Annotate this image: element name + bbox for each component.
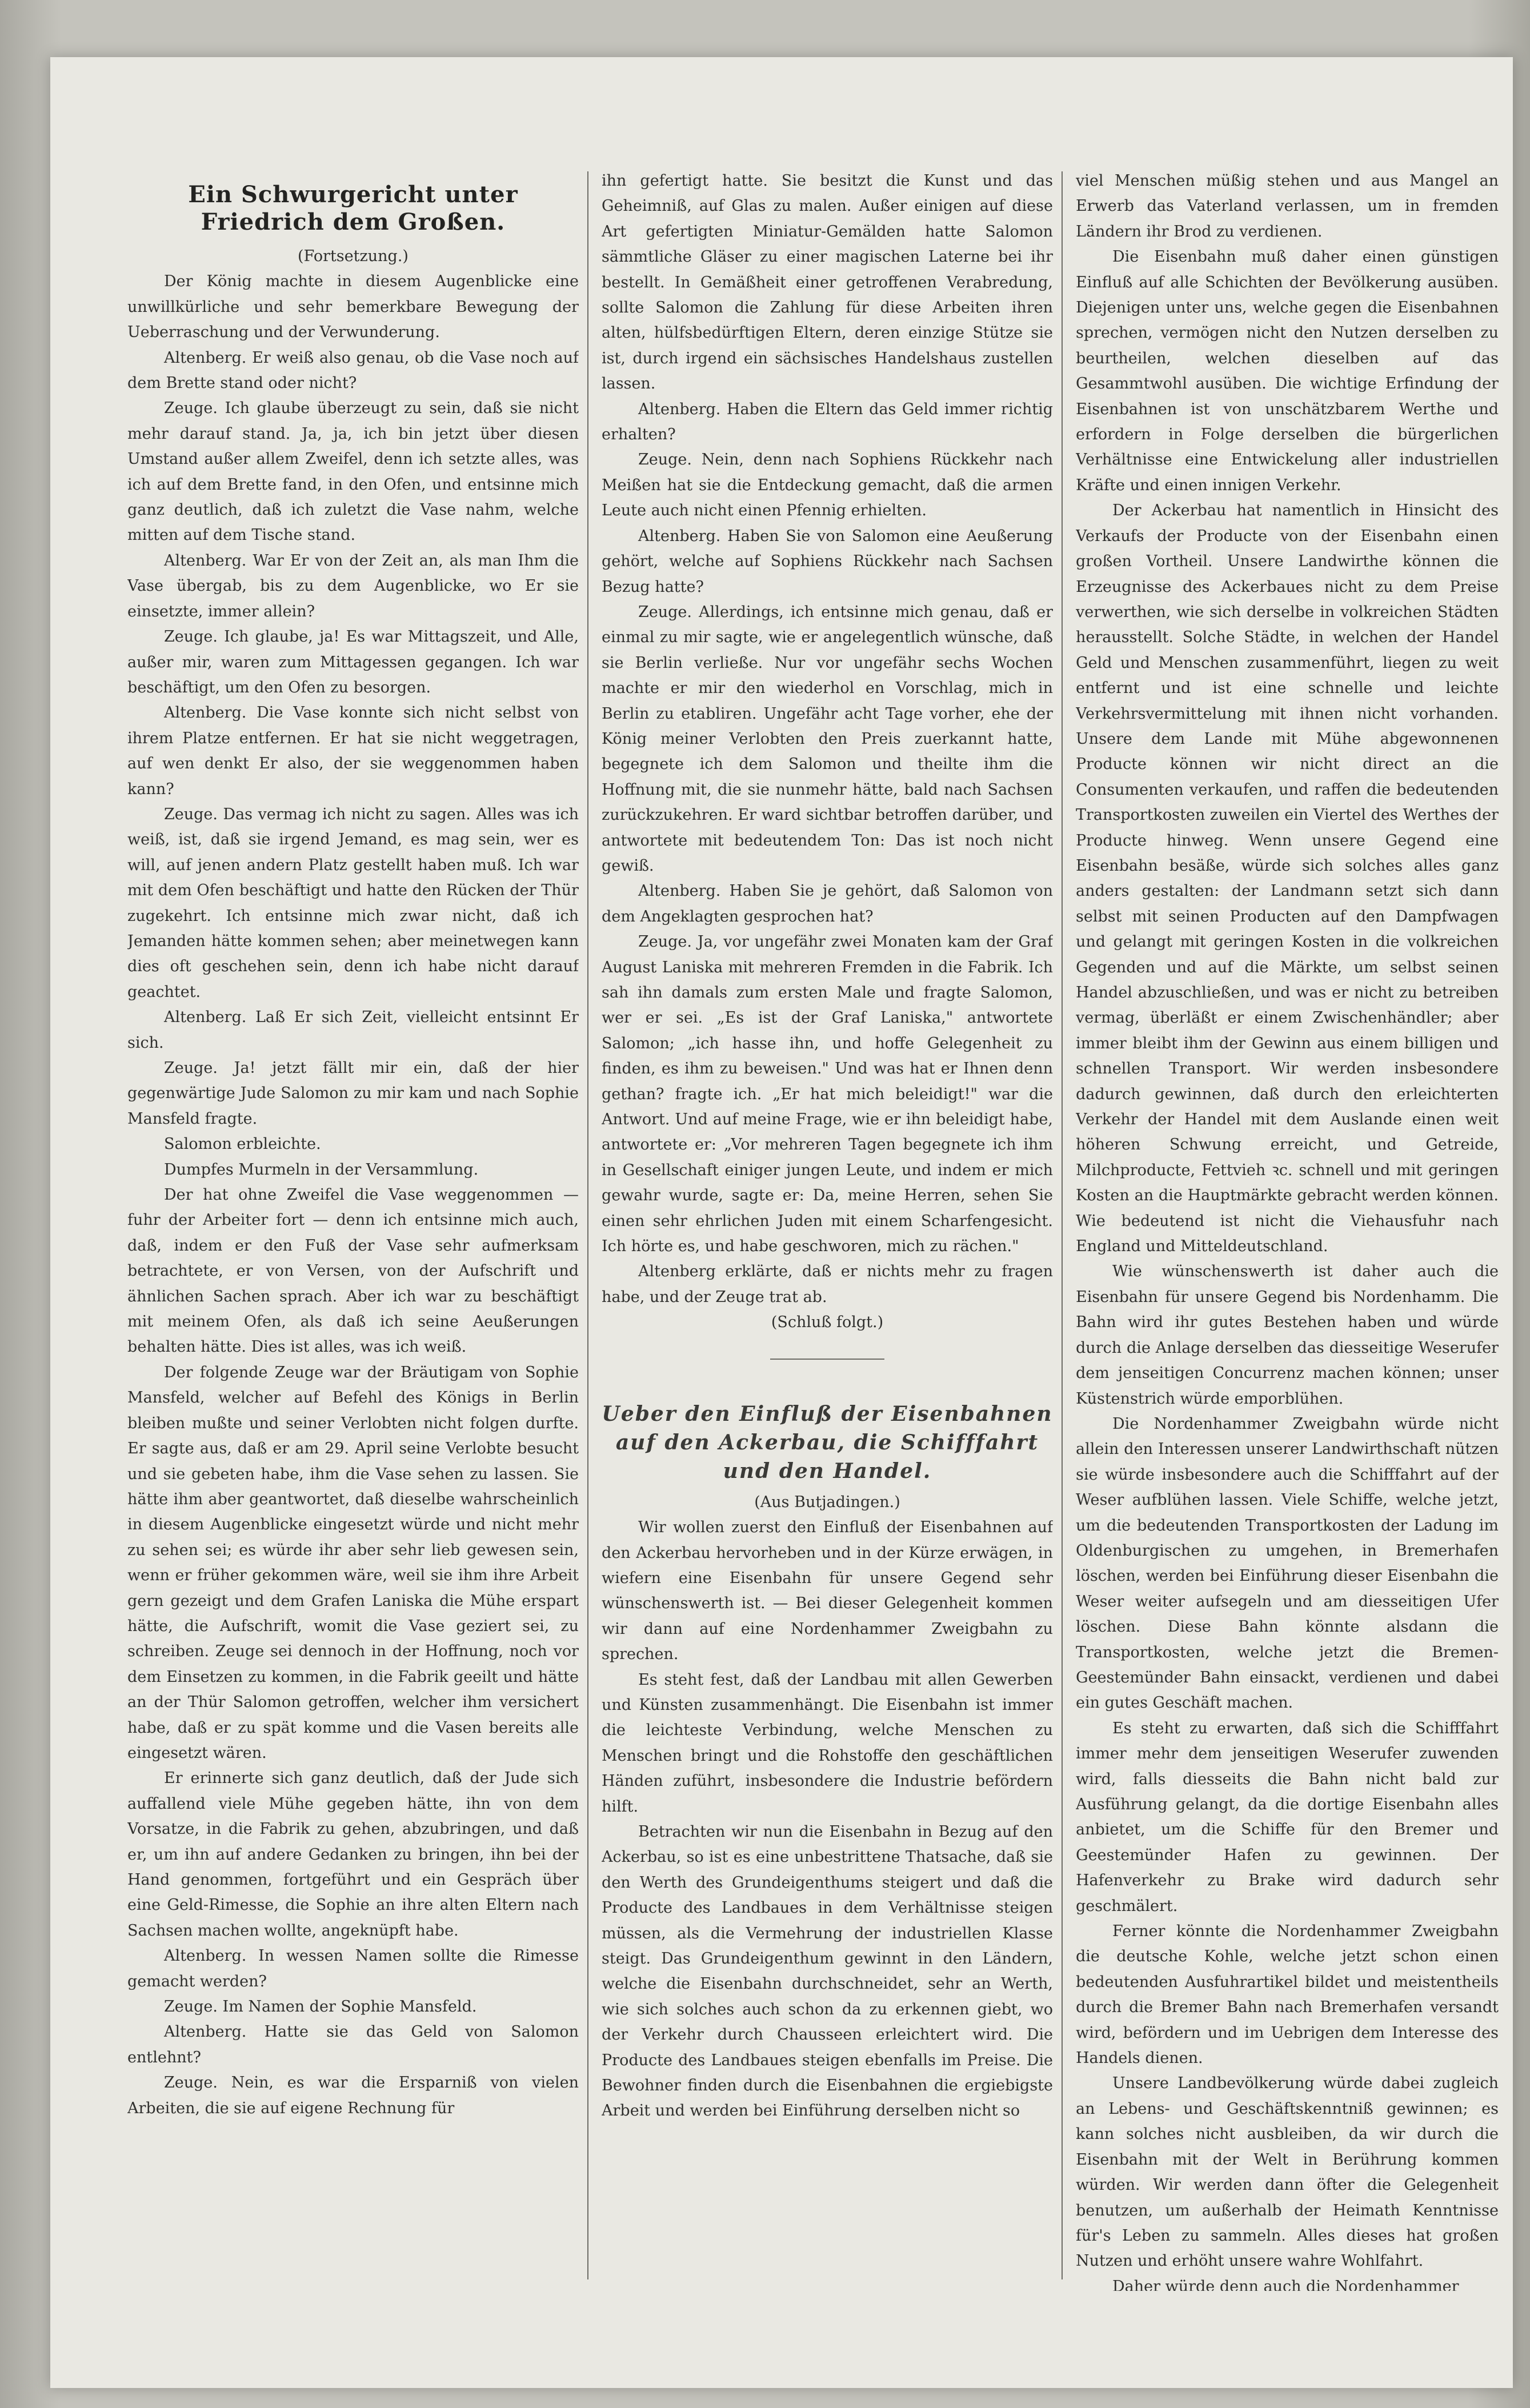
paragraph: Altenberg. Haben Sie von Salomon eine Aeußerung gehört, welche auf Sophiens Rückkehr nach Sachsen Bezug hatte? bbox=[602, 527, 1053, 596]
paragraph: Salomon erbleichte. bbox=[164, 1135, 321, 1153]
paragraph: Zeuge. Nein, es war die Ersparniß von vielen Arbeiten, die sie auf eigene Rechnung für bbox=[127, 2074, 579, 2117]
paragraph: Zeuge. Ich glaube, ja! Es war Mittagszeit, und Alle, außer mir, waren zum Mittagessen gegangen. Ich war beschäftigt, um den Ofen zu besorgen. bbox=[127, 628, 579, 696]
paragraph: Er erinnerte sich ganz deutlich, daß der Jude sich auffallend viele Mühe gegeben hätte, ihn von dem Vorsatze, in die Fabrik zu gehen, abzubringen, und daß er, um ihn auf andere Gedanken zu bringen, ihn bei der Hand genommen, fortgeführt und ein Gespräch über eine Geld-Rimesse, die Sophie an ihre alten Eltern nach Sachsen machen wollte, angeknüpft habe. bbox=[127, 1769, 579, 1940]
newspaper-page bbox=[50, 57, 1513, 2388]
paragraph: Altenberg. In wessen Namen sollte die Rimesse gemacht werden? bbox=[127, 1947, 579, 1990]
paragraph: Altenberg. Hatte sie das Geld von Salomon entlehnt? bbox=[127, 2023, 579, 2066]
paragraph: Unsere Landbevölkerung würde dabei zugleich an Lebens- und Geschäftskenntniß gewinnen; es kann solches nicht ausbleiben, da wir durch die Eisenbahn mit der Welt in Berührung kommen würden. Wir werden dann öfter die Gelegenheit benutzen, um außerhalb der Heimath Kenntnisse für's Leben zu sammeln. Alles dieses hat großen Nutzen und erhöht unsere wahre Wohlfahrt. bbox=[1076, 2074, 1499, 2270]
article-source: (Aus Butjadingen.) bbox=[754, 1493, 900, 1511]
column-1 bbox=[127, 169, 579, 2291]
column-divider bbox=[587, 171, 588, 2279]
continuation-note: (Fortsetzung.) bbox=[298, 247, 408, 265]
paragraph: Der folgende Zeuge war der Bräutigam von Sophie Mansfeld, welcher auf Befehl des Königs in Berlin bleiben mußte und seiner Verlobten nicht folgen durfte. Er sagte aus, daß er am 29. April seine Verlobte besucht und sie gebeten habe, ihm die Vase sehen zu lassen. Sie hätte ihm aber geantwortet, daß dieselbe wahrscheinlich in diesem Augenblicke eingesetzt würde und nicht mehr zu sehen sei; es würde ihr aber sehr lieb gewesen sein, wenn er früher gekommen wäre, weil sie ihm ihre Arbeit gern gezeigt und dem Grafen Laniska die Mühe erspart hätte, die Aufschrift, womit die Vase geziert sei, zu schreiben. Zeuge sei dennoch in der Hoffnung, noch vor dem Einsetzen zu kommen, in die Fabrik geeilt und hätte an der Thür Salomon getroffen, welcher ihm versichert habe, daß er zu spät komme und die Vasen bereits alle eingesetzt wären. bbox=[127, 1363, 579, 1762]
paragraph: Altenberg. Die Vase konnte sich nicht selbst von ihrem Platze entfernen. Er hat sie nicht weggetragen, auf wen denkt Er also, der sie weggenommen haben kann? bbox=[127, 704, 579, 798]
paragraph: Dumpfes Murmeln in der Versammlung. bbox=[164, 1160, 479, 1179]
paragraph: Wir wollen zuerst den Einfluß der Eisenbahnen auf den Ackerbau hervorheben und in der Kürze erwägen, in wiefern eine Eisenbahn für unsere Gegend sehr wünschenswerth ist. — Bei dieser Gelegenheit kommen wir dann auf eine Nordenhammer Zweigbahn zu sprechen. bbox=[602, 1518, 1053, 1664]
paragraph: Wie wünschenswerth ist daher auch die Eisenbahn für unsere Gegend bis Nordenhamm. Die Bahn wird ihr gutes Bestehen haben und würde durch die Anlage derselben das diesseitige Weserufer dem jenseitigen Concurrenz machen können; unser Küstenstrich würde emporblühen. bbox=[1076, 1263, 1499, 1408]
paragraph: viel Menschen müßig stehen und aus Mangel an Erwerb das Vaterland verlassen, um in fremden Ländern ihr Brod zu verdienen. bbox=[1076, 172, 1499, 241]
paragraph: Altenberg erklärte, daß er nichts mehr zu fragen habe, und der Zeuge trat ab. bbox=[602, 1263, 1053, 1306]
paragraph: Die Eisenbahn muß daher einen günstigen Einfluß auf alle Schichten der Bevölkerung ausüben. Diejenigen unter uns, welche gegen die Eisenbahnen sprechen, vermögen nicht den Nutzen derselben zu beurtheilen, welchen dieselben auf das Gesammtwohl ausüben. Die wichtige Erfindung der Eisenbahnen ist von unschätzbarem Werthe und erfordern in Folge derselben die bürgerlichen Verhältnisse eine Entwickelung aller industriellen Kräfte und einen innigen Verkehr. bbox=[1076, 248, 1499, 494]
paragraph: Altenberg. War Er von der Zeit an, als man Ihm die Vase übergab, bis zu dem Augenblicke, wo Er sie einsetzte, immer allein? bbox=[127, 551, 579, 620]
paragraph: Zeuge. Allerdings, ich entsinne mich genau, daß er einmal zu mir sagte, wie er angelegentlich wünsche, daß sie Berlin verließe. Nur vor ungefähr sechs Wochen machte er mir den wiederhol en Vorschlag, mich in Berlin zu etabliren. Ungefähr acht Tage vorher, ehe der König meiner Verlobten den Preis zuerkannt hatte, begegnete ich dem Salomon und theilte ihm die Hoffnung mit, die sie nunmehr hätte, bald nach Sachsen zurückzukehren. Er ward sichtbar betroffen darüber, und antwortete mit bedeutendem Ton: Das ist noch nicht gewiß. bbox=[602, 603, 1053, 875]
paragraph: Ferner könnte die Nordenhammer Zweigbahn die deutsche Kohle, welche jetzt schon einen bedeutenden Ausfuhrartikel bildet und meistentheils durch die Bremer Bahn nach Bremerhafen versandt wird, befördern und im Uebrigen dem Interesse des Handels dienen. bbox=[1076, 1922, 1499, 2068]
to-be-continued-note: (Schluß folgt.) bbox=[771, 1313, 884, 1332]
paragraph: Altenberg. Haben die Eltern das Geld immer richtig erhalten? bbox=[602, 400, 1053, 444]
column-divider bbox=[1062, 171, 1063, 2279]
paragraph: Zeuge. Ich glaube überzeugt zu sein, daß sie nicht mehr darauf stand. Ja, ja, ich bin jetzt über diesen Umstand außer allem Zweifel, denn ich setzte alles, was ich auf dem Brette fand, in den Ofen, und entsinne mich ganz deutlich, daß ich zuletzt die Vase nahm, welche mitten auf dem Tische stand. bbox=[127, 399, 579, 544]
paragraph: Der hat ohne Zweifel die Vase weggenommen — fuhr der Arbeiter fort — denn ich entsinne mich auch, daß, indem er den Fuß der Vase sehr aufmerksam betrachtete, er von Versen, von der Aufschrift und ähnlichen Sachen sprach. Aber ich war zu beschäftigt mit meinem Ofen, als daß ich seine Aeußerungen behalten hätte. Dies ist alles, was ich weiß. bbox=[127, 1186, 579, 1356]
paragraph: Altenberg. Laß Er sich Zeit, vielleicht entsinnt Er sich. bbox=[127, 1008, 579, 1052]
paragraph: Zeuge. Ja! jetzt fällt mir ein, daß der hier gegenwärtige Jude Salomon zu mir kam und nach Sophie Mansfeld fragte. bbox=[127, 1059, 579, 1128]
paragraph: Die Nordenhammer Zweigbahn würde nicht allein den Interessen unserer Landwirthschaft nützen sie würde insbesondere auch die Schifffahrt auf der Weser aufblühen lassen. Viele Schiffe, welche jetzt, um die bedeutenden Transportkosten der Ladung im Oldenburgischen zu umgehen, in Bremerhafen löschen, werden bei Einführung dieser Eisenbahn die Weser weiter aufsegeln und am diesseitigen Ufer löschen. Diese Bahn könnte alsdann die Transportkosten, welche jetzt die Bremen-Geestemünder Bahn einsackt, verdienen und dabei ein gutes Geschäft machen. bbox=[1076, 1415, 1499, 1712]
article-body-schwurgericht bbox=[127, 269, 579, 2121]
paragraph: Zeuge. Im Namen der Sophie Mansfeld. bbox=[164, 1998, 477, 2016]
paragraph: Altenberg. Haben Sie je gehört, daß Salomon von dem Angeklagten gesprochen hat? bbox=[602, 882, 1053, 925]
paragraph: Der Ackerbau hat namentlich in Hinsicht des Verkaufs der Producte von der Eisenbahn einen großen Vortheil. Unsere Landwirthe können die Erzeugnisse des Ackerbaues nicht zu dem Preise verwerthen, wie sich derselbe in volkreichen Städten herausstellt. Solche Städte, in welchen der Handel Geld und Menschen zusammenführt, liegen zu weit entfernt und ist eine schnelle und leichte Verkehrsvermittelung mit ihnen nicht vorhanden. Unsere dem Lande mit Mühe abgewonnenen Producte können wir nicht direct an die Consumenten verkaufen, und raffen die bedeutenden Transportkosten zuweilen ein Viertel des Werthes der Producte hinweg. Wenn unsere Gegend eine Eisenbahn besäße, würde sich solches alles ganz anders gestalten: der Landmann setzt sich dann selbst mit seinen Producten auf den Dampfwagen und gelangt mit geringen Kosten in die volkreichen Gegenden und auf die Märkte, um selbst seinen Handel abzuschließen, und was er nicht zu betreiben vermag, überläßt er einem Zwischenhändler; aber immer bleibt ihm der Gewinn aus einem billigen und schnellen Transport. Wir werden insbesondere dadurch gewinnen, daß durch den erleichterten Verkehr der Handel mit dem Auslande einen weit höheren Schwung erreicht, und Getreide, Milchproducte, Fettvieh ꝛc. schnell und mit geringen Kosten an die Hauptmärkte gebracht werden können. Wie bedeutend ist nicht die Viehausfuhr nach England und Mitteldeutschland. bbox=[1076, 502, 1499, 1256]
paragraph: Altenberg. Er weiß also genau, ob die Vase noch auf dem Brette stand oder nicht? bbox=[127, 348, 579, 392]
paragraph: Der König machte in diesem Augenblicke eine unwillkürliche und sehr bemerkbare Bewegung der Ueberraschung und der Verwunderung. bbox=[127, 273, 579, 342]
paragraph: ihn gefertigt hatte. Sie besitzt die Kunst und das Geheimniß, auf Glas zu malen. Außer einigen auf diese Art gefertigten Miniatur-Gemälden hatte Salomon sämmtliche Gläser zu einer magischen Laterne bei ihr bestellt. In Gemäßheit einer getroffenen Verabredung, sollte Salomon die Zahlung für diese Arbeiten ihren alten, hülfsbedürftigen Eltern, deren einzige Stütze sie ist, durch irgend ein sächsisches Handelshaus zustellen lassen. bbox=[602, 172, 1053, 393]
paragraph: Zeuge. Ja, vor ungefähr zwei Monaten kam der Graf August Laniska mit mehreren Fremden in die Fabrik. Ich sah ihn damals zum ersten Male und fragte Salomon, wer er sei. „Es ist der Graf Laniska," antwortete Salomon; „ich hasse ihn, und hoffe Gelegenheit zu finden, es ihm zu beweisen." Und was hat er Ihnen denn gethan? fragte ich. „Er hat mich beleidigt!" war die Antwort. Und auf meine Frage, wie er ihn beleidigt habe, antwortete er: „Vor mehreren Tagen begegnete ich ihm in Gesellschaft einiger jungen Leute, und indem er mich gewahr wurde, sagte er: Da, meine Herren, sehen Sie einen sehr ehrlichen Juden mit einem Scharfengesicht. Ich hörte es, und habe geschworen, mich zu rächen." bbox=[602, 933, 1053, 1256]
paragraph: Es steht fest, daß der Landbau mit allen Gewerben und Künsten zusammenhängt. Die Eisenbahn ist immer die leichteste Verbindung, welche Menschen zu Menschen bringt und die Rohstoffe den geschäftlichen Händen zuführt, insbesondere die Industrie befördern hilft. bbox=[602, 1670, 1053, 1816]
paragraph: Zeuge. Nein, denn nach Sophiens Rückkehr nach Meißen hat sie die Entdeckung gemacht, daß die armen Leute auch nicht einen Pfennig erhielten. bbox=[602, 451, 1053, 520]
paragraph: Es steht zu erwarten, daß sich die Schifffahrt immer mehr dem jenseitigen Weserufer zuwenden wird, falls diesseits die Bahn nicht bald zur Ausführung gelangt, da die dortige Eisenbahn alles anbietet, um die Schiffe für den Bremer und Geestemünder Hafen zu gewinnen. Der Hafenverkehr zu Brake wird dadurch sehr geschmälert. bbox=[1076, 1719, 1499, 1915]
article-title-schwurgericht: Ein Schwurgericht unter Friedrich dem Großen. bbox=[188, 181, 518, 235]
section-divider bbox=[770, 1359, 884, 1360]
column-2 bbox=[602, 169, 1053, 2291]
paragraph: Daher würde denn auch die Nordenhammer bbox=[1112, 2277, 1459, 2291]
paragraph: Zeuge. Das vermag ich nicht zu sagen. Alles was ich weiß, ist, daß sie irgend Jemand, es mag sein, wer es will, auf jenen andern Platz gestellt haben muß. Ich war mit dem Ofen beschäftigt und hatte den Rücken der Thür zugekehrt. Ich entsinne mich zwar nicht, daß ich Jemanden hätte kommen sehen; aber meinetwegen kann dies oft geschehen sein, denn ich habe nicht darauf geachtet. bbox=[127, 805, 579, 1001]
paragraph: Betrachten wir nun die Eisenbahn in Bezug auf den Ackerbau, so ist es eine unbestrittene Thatsache, daß sie den Werth des Grundeigenthums steigert und daß die Producte des Landbaues in dem Verhältnisse steigen müssen, als die Vermehrung der industriellen Klasse steigt. Das Grundeigenthum gewinnt in den Ländern, welche die Eisenbahn durchschneidet, sehr an Werth, wie sich solches auch schon da zu erkennen giebt, wo der Verkehr durch Chausseen erleichtert wird. Die Producte des Landbaues steigen ebenfalls im Preise. Die Bewohner finden durch die Eisenbahnen die ergiebigste Arbeit und werden bei Einführung derselben nicht so bbox=[602, 1822, 1053, 2120]
article-title-eisenbahnen: Ueber den Einfluß der Eisenbahnen auf den Ackerbau, die Schifffahrt und den Handel. bbox=[602, 1401, 1053, 1483]
column-3 bbox=[1076, 169, 1499, 2291]
